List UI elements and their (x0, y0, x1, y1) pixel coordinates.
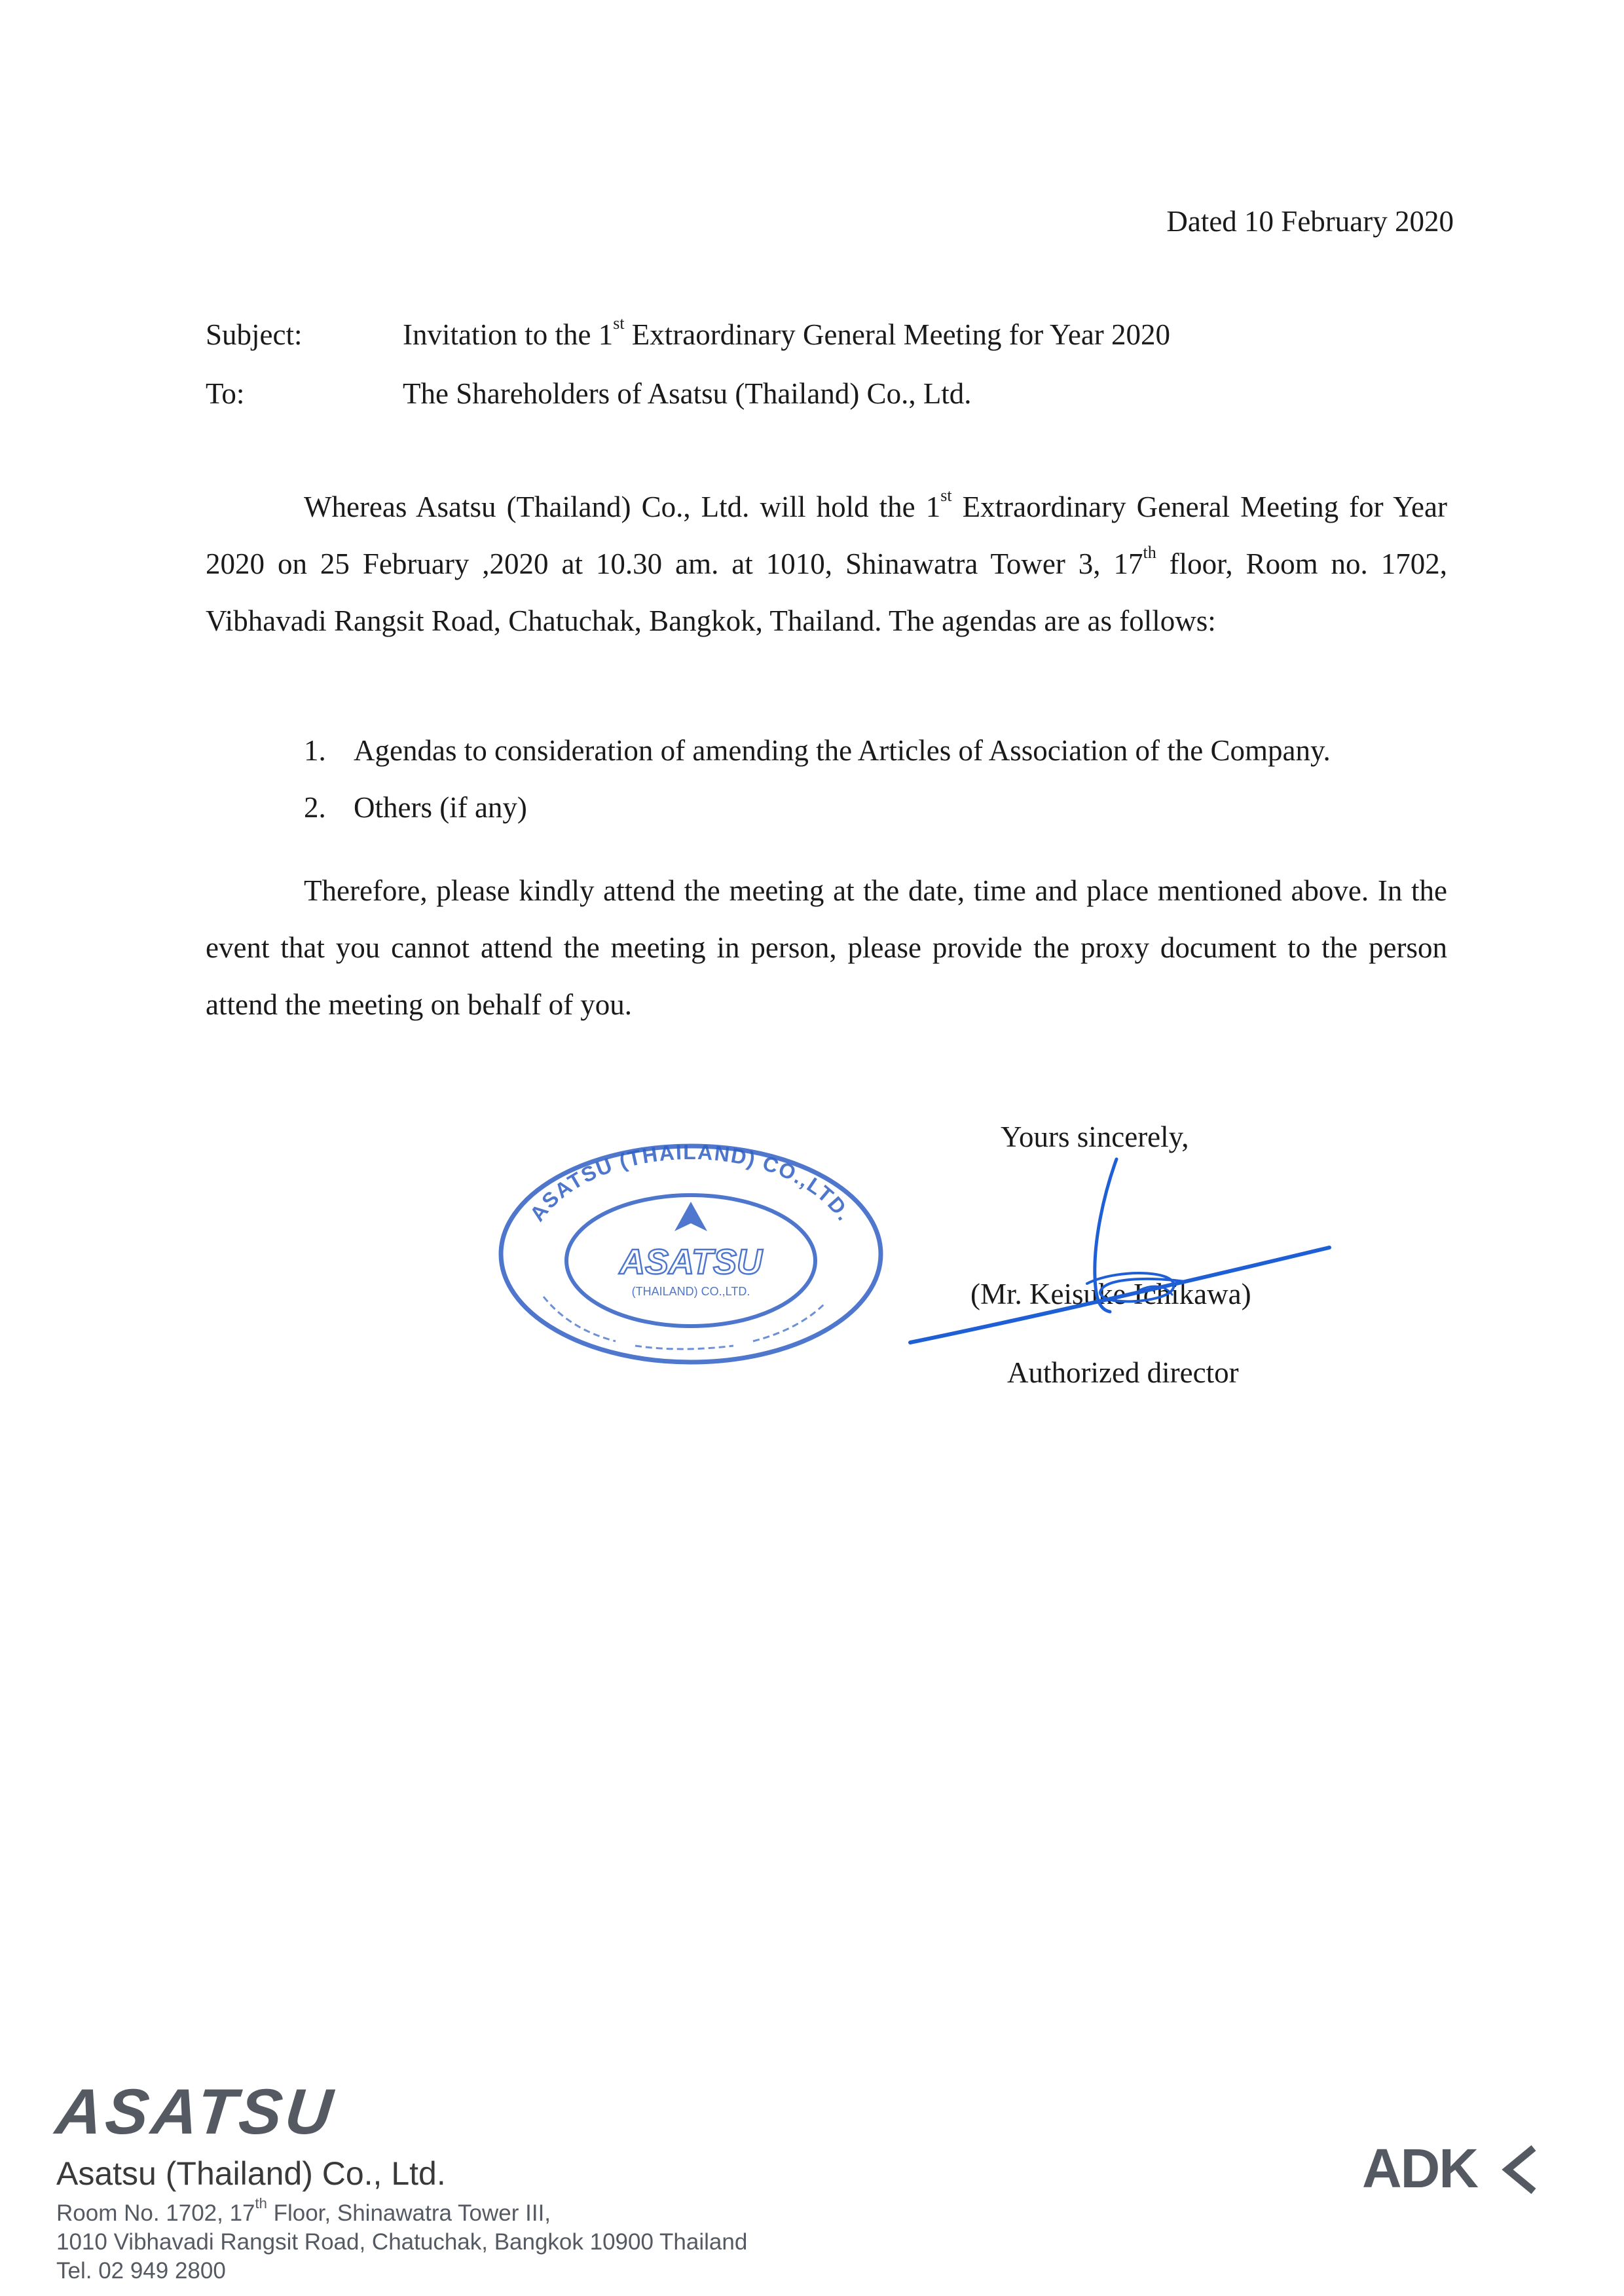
agenda-item: 1. Agendas to consideration of amending the Articles of Association of the Company. (304, 734, 1331, 767)
meeting-paragraph: Whereas Asatsu (Thailand) Co., Ltd. will hold the 1st Extraordinary General Meeting for Year 2020 on 25 February ,2020 at 10.30 am. at 1010, Shinawatra Tower 3, 17th floor, Room no. 1702, Vibhavadi Rangsit Road, Chatuchak, Bangkok, Thailand. The agendas are as follows: (206, 486, 1447, 637)
subject-label: Subject: (206, 318, 303, 351)
to-label: To: (206, 377, 245, 410)
adk-chevron-icon (1507, 2148, 1534, 2191)
footer-company-name: Asatsu (Thailand) Co., Ltd. (56, 2155, 446, 2192)
attendance-paragraph: Therefore, please kindly attend the meeting at the date, time and place mentioned above. In the event that you cannot attend the meeting in person, please provide the proxy document to the person attend the meeting on behalf of you. (206, 874, 1447, 1021)
company-seal (485, 1133, 891, 1375)
adk-logo-text: ADK (1362, 2140, 1477, 2199)
footer-address-line: 1010 Vibhavadi Rangsit Road, Chatuchak, Bangkok 10900 Thailand (56, 2229, 748, 2255)
seal-sub: (THAILAND) CO.,LTD. (631, 1285, 750, 1298)
signatory-name: (Mr. Keisuke Ichikawa) (970, 1278, 1251, 1310)
adk-logo (1362, 2140, 1559, 2199)
agenda-item: 2. Others (if any) (304, 791, 527, 824)
footer-phone: Tel. 02 949 2800 (56, 2258, 226, 2284)
seal-triangle-icon (674, 1202, 707, 1231)
handwritten-signature (904, 1143, 1349, 1365)
footer-address-line: Room No. 1702, 17th Floor, Shinawatra Tower III, (56, 2195, 551, 2226)
to-value: The Shareholders of Asatsu (Thailand) Co., Ltd. (403, 377, 972, 410)
subject-value: Invitation to the 1st Extraordinary General Meeting for Year 2020 (403, 314, 1171, 351)
seal-top-text: ASATSU (THAILAND) CO.,LTD. (525, 1140, 857, 1226)
signatory-title: Authorized director (1007, 1356, 1239, 1389)
seal-brand: ASATSU (619, 1242, 763, 1282)
closing-text: Yours sincerely, (1001, 1120, 1189, 1153)
date-line: Dated 10 February 2020 (1166, 205, 1454, 238)
asatsu-logo: ASATSU (52, 2075, 339, 2147)
